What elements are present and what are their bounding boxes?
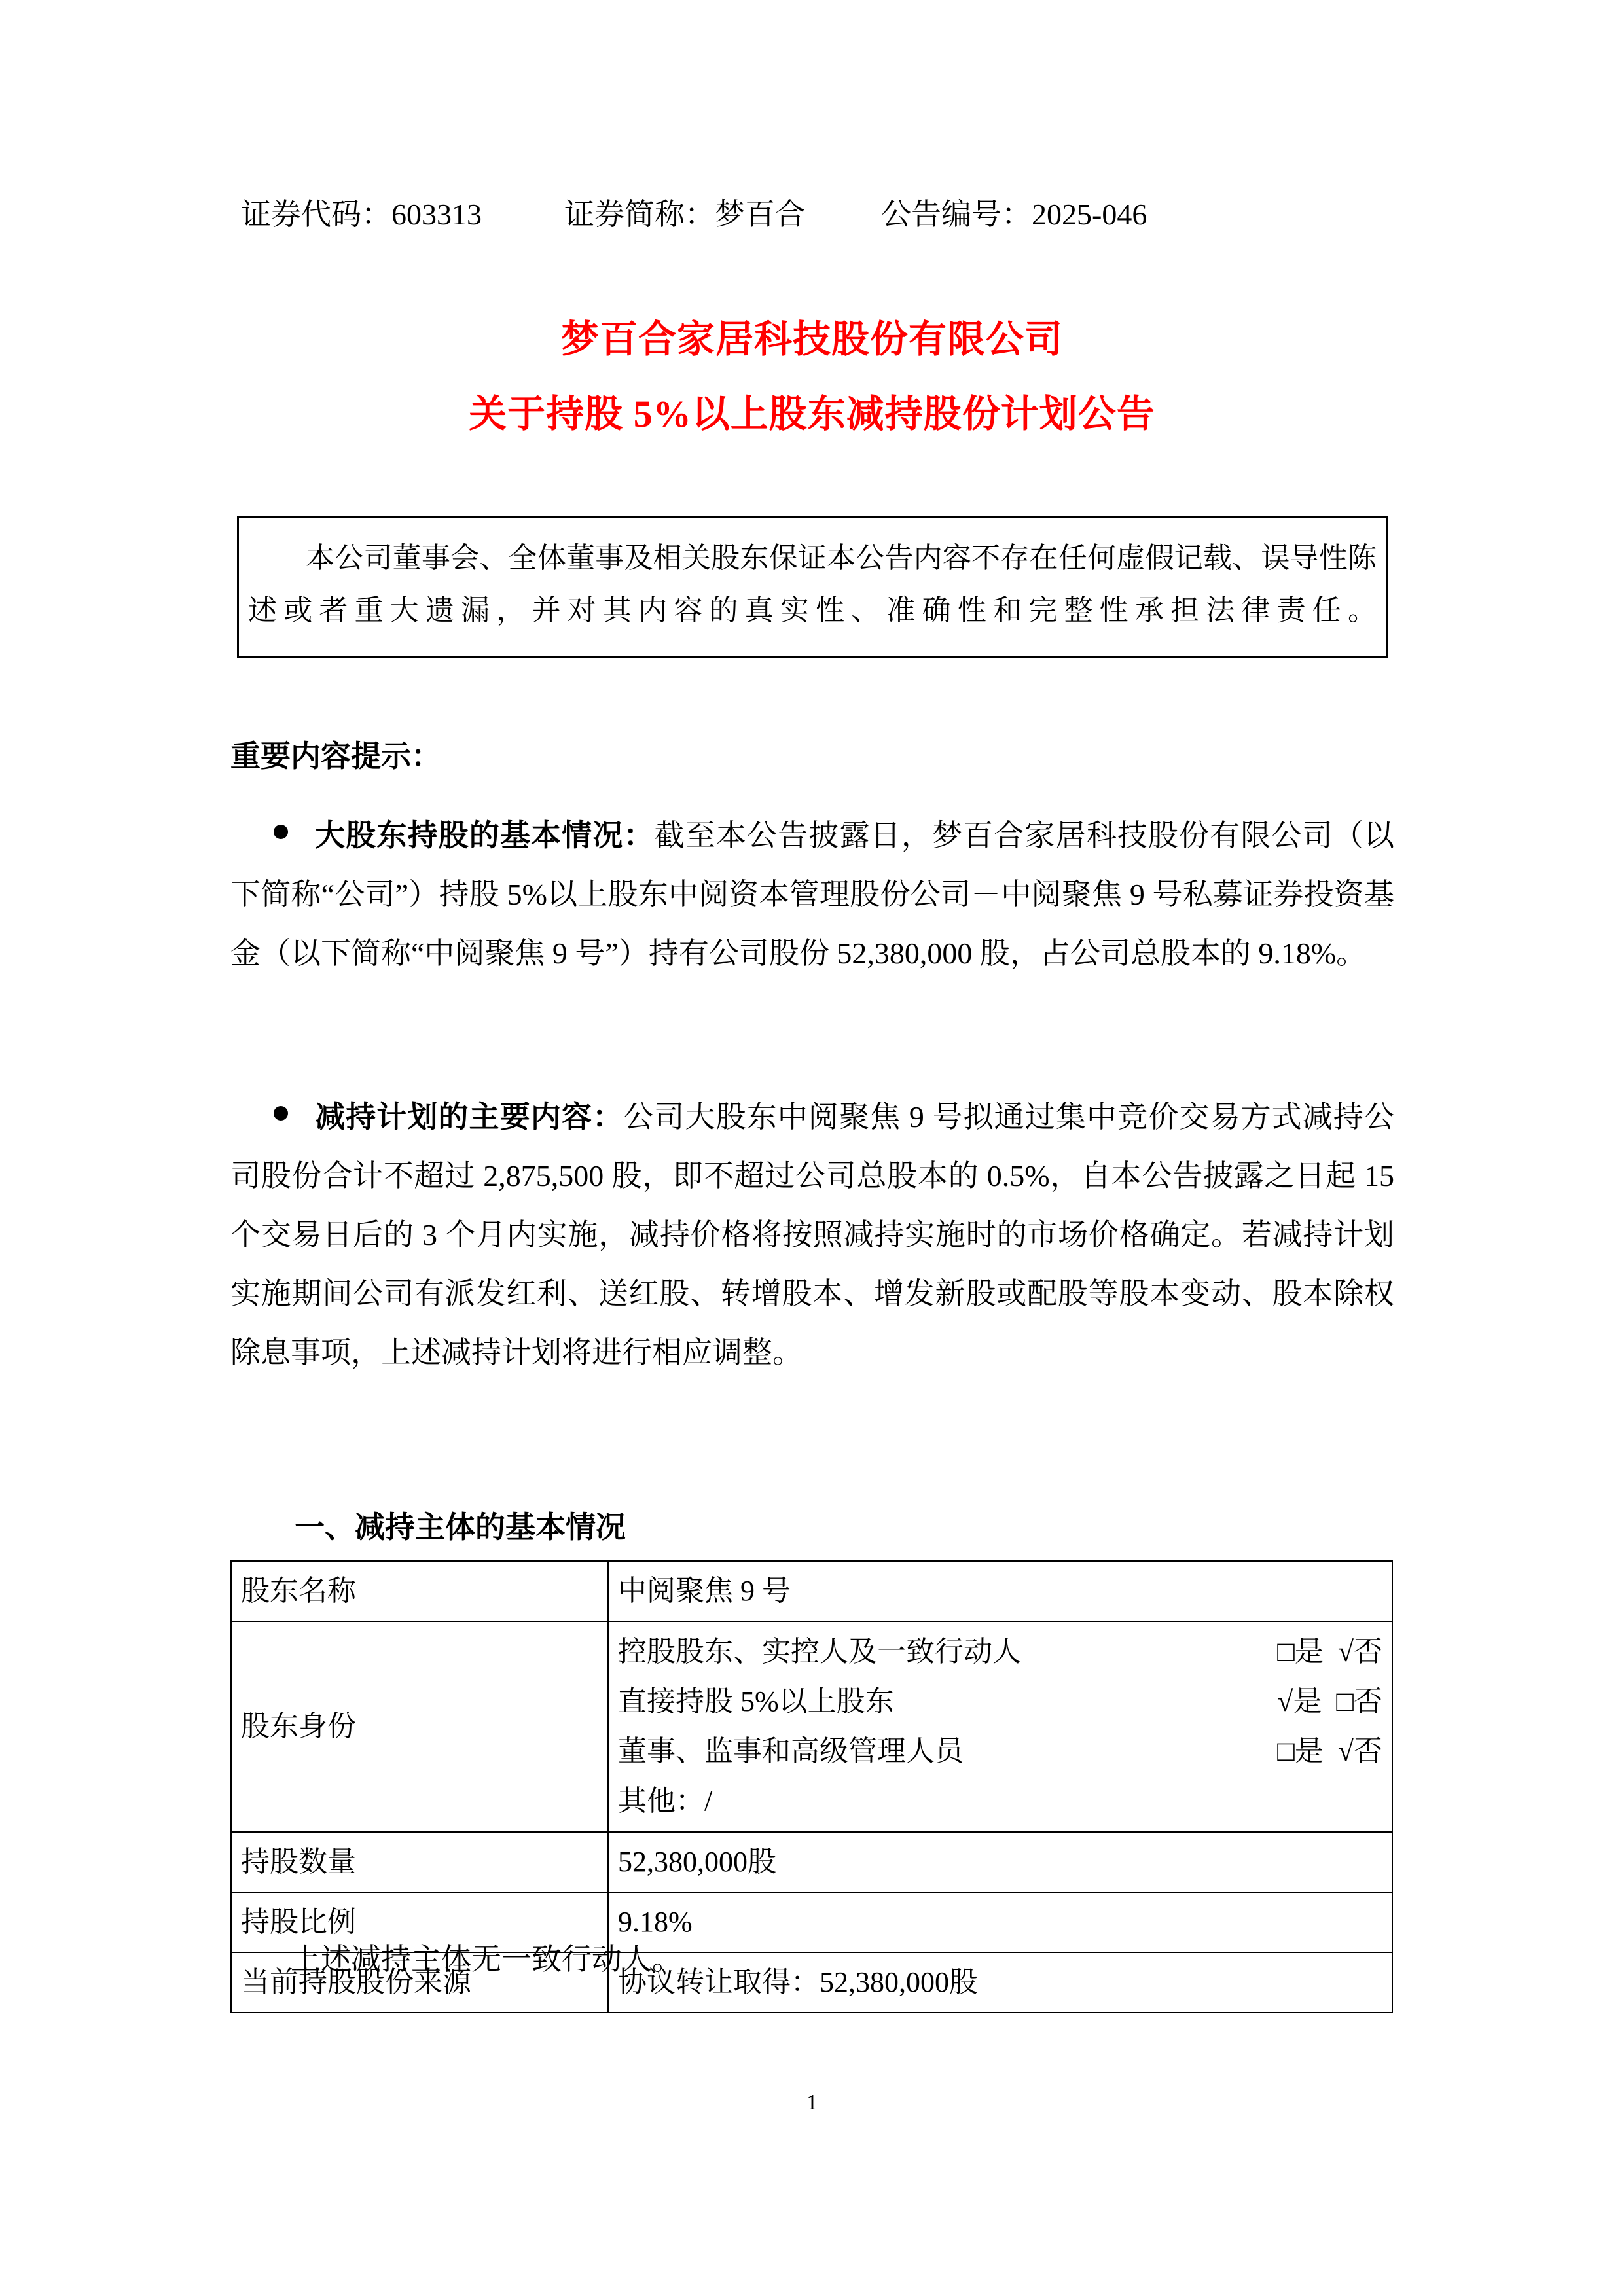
table-row-shareholder-identity [231,1621,1392,1832]
cell-value-shareholder-identity [608,1621,1392,1832]
announcement-subject-title: 关于持股 5%以上股东减持股份计划公告 [469,393,1155,435]
bullet-2-body: 公司大股东中阅聚焦 9 号拟通过集中竞价交易方式减持公司股份合计不超过 2,875,500 股，即不超过公司总股本的 0.5%，自本公告披露之日起 15 个交易日后的 3 个月内实施，减持价格将按照减持实施时的市场价格确定。若减持计划实施期间公司有派发红利、送红股、转增股本、增发新股或配股等股本变动、股本除权除息事项，上述减持计划将进行相应调整。 [230,1100,1395,1369]
important-notice-heading: 重要内容提示： [230,740,441,773]
bullet-dot-icon [274,825,288,839]
bullet-1-lead: 大股东持股的基本情况： [314,819,655,852]
cell-value-holding-ratio: 9.18% [608,1892,1392,1952]
bullet-2-lead: 减持计划的主要内容： [314,1100,624,1134]
identity-option-five-percent-marks [1277,1677,1382,1727]
cell-label-share-source: 当前持股股份来源 [231,1952,608,2013]
cell-value-shareholder-name: 中阅聚焦 9 号 [608,1561,1392,1621]
identity-option-directors-marks [1277,1727,1382,1776]
cell-value-shares-held: 52,380,000股 [608,1832,1392,1892]
identity-option-other [618,1776,1382,1826]
cell-label-shares-held: 持股数量 [231,1832,608,1892]
announcement-number: 公告编号：2025-046 [881,198,1147,231]
table-row-shares-held [231,1832,1392,1892]
identity-option-other-label: 其他：/ [618,1785,713,1817]
identity-option-controlling-marks [1277,1627,1382,1677]
security-abbreviation: 证券简称：梦百合 [564,198,805,231]
document-header [241,196,1393,232]
checkbox-no-directors[interactable]: √否 [1337,1735,1382,1767]
identity-option-five-percent [618,1677,1382,1727]
company-title: 梦百合家居科技股份有限公司 [560,318,1063,361]
identity-option-five-percent-label: 直接持股 5%以上股东 [618,1685,894,1717]
table-row-shareholder-name [231,1561,1392,1621]
checkbox-yes-directors[interactable]: □是 [1277,1735,1324,1767]
disclaimer-box [237,516,1388,658]
identity-option-directors-label: 董事、监事和高级管理人员 [618,1735,964,1767]
bullet-paragraph-plan [230,1088,1394,1382]
checkbox-no-five-percent[interactable]: □否 [1336,1685,1382,1717]
identity-option-controlling-label: 控股股东、实控人及一致行动人 [618,1636,1021,1668]
checkbox-yes-five-percent[interactable]: √是 [1277,1685,1322,1717]
bullet-paragraph-shareholding [230,806,1394,983]
cell-label-holding-ratio: 持股比例 [231,1892,608,1952]
identity-option-directors [618,1727,1382,1776]
title-block [0,318,1624,435]
bullet-1-body: 截至本公告披露日，梦百合家居科技股份有限公司（以下简称“公司”）持股 5%以上股东中阅资本管理股份公司－中阅聚焦 9 号私募证券投资基金（以下简称“中阅聚焦 9 号”）持有公司股份 52,380,000 股，占公司总股本的 9.18%。 [230,819,1395,970]
section-one-note: 上述减持主体无一致行动人。 [291,1943,682,1976]
cell-label-shareholder-identity: 股东身份 [231,1621,608,1832]
disclaimer-text: 本公司董事会、全体董事及相关股东保证本公告内容不存在任何虚假记载、误导性陈述或者重大遗漏，并对其内容的真实性、准确性和完整性承担法律责任。 [248,542,1377,626]
section-one-heading: 一、减持主体的基本情况 [295,1511,626,1544]
cell-label-shareholder-name: 股东名称 [231,1561,608,1621]
security-code: 证券代码：603313 [241,198,482,231]
page-number: 1 [806,2090,818,2115]
bullet-dot-icon [274,1106,288,1121]
cell-value-share-source: 协议转让取得：52,380,000股 [608,1952,1392,2013]
checkbox-no-controlling[interactable]: √否 [1337,1636,1382,1668]
identity-option-controlling [618,1627,1382,1677]
checkbox-yes-controlling[interactable]: □是 [1277,1636,1324,1668]
